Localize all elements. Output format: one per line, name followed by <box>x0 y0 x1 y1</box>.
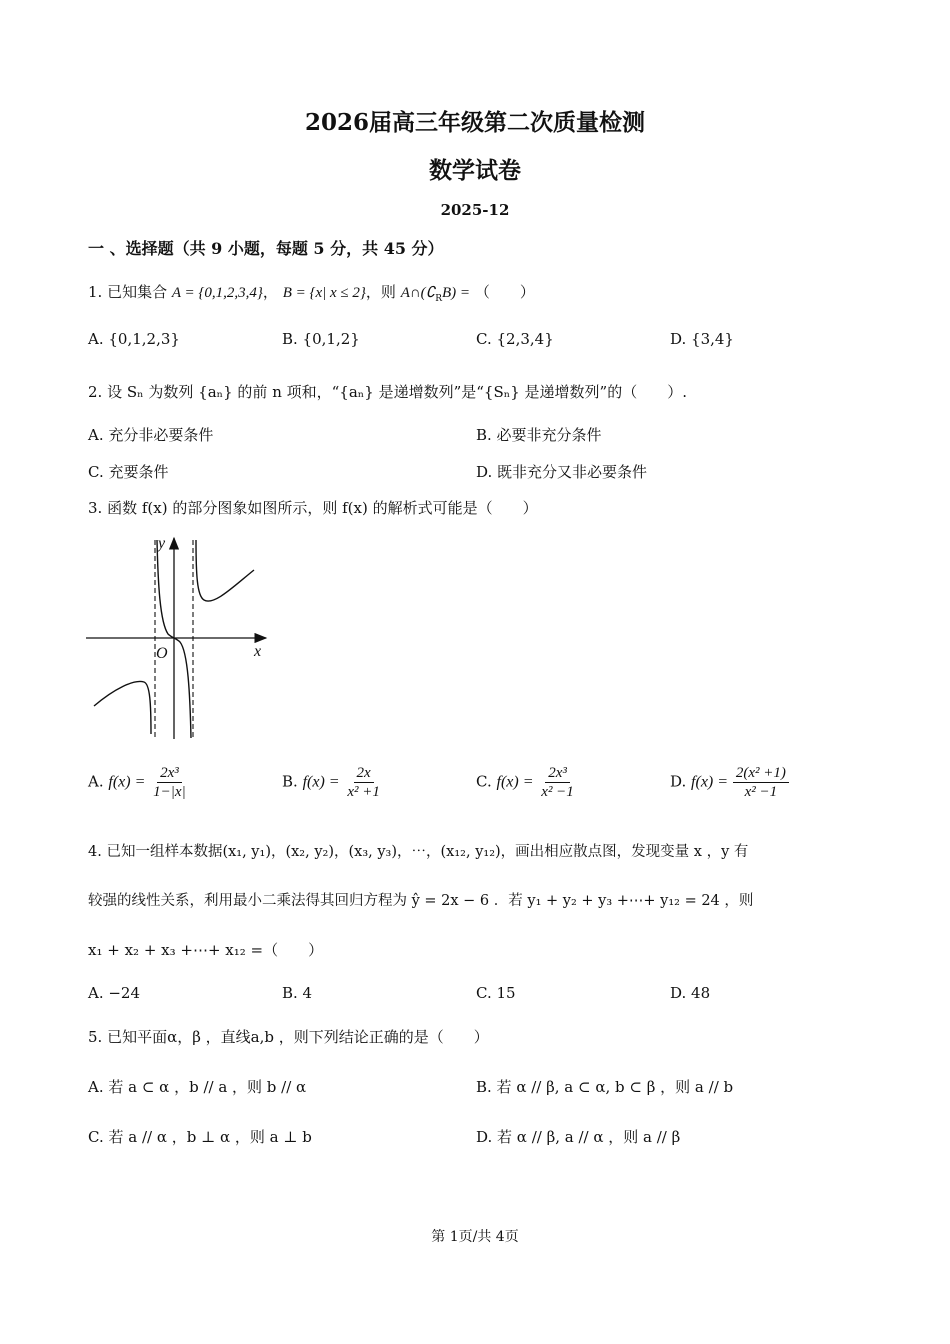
q4-line-3: x₁ + x₂ + x₃ +⋯+ x₁₂ =（ ） <box>88 941 324 959</box>
exam-date: 2025-12 <box>440 201 510 219</box>
q5-option-d: D. 若 α // β, a // α ，则 a // β <box>476 1128 681 1146</box>
q3-stem: 3. 函数 f(x) 的部分图象如图所示，则 f(x) 的解析式可能是（ ） <box>88 499 538 517</box>
q3-option-d-num: 2(x² +1) <box>733 764 789 783</box>
q3-option-a <box>88 764 189 801</box>
q5-option-c: C. 若 a // α ，b ⊥ α ，则 a ⊥ b <box>88 1128 312 1146</box>
q3-option-b-letter: B. <box>282 772 298 791</box>
right-branch <box>196 540 254 601</box>
q3-option-c-num: 2x³ <box>545 764 570 783</box>
x-axis-label: x <box>254 643 262 660</box>
q1-option-a: A. {0,1,2,3} <box>88 330 180 348</box>
q4-line-2: 较强的线性关系，利用最小二乘法得其回归方程为 ŷ = 2x − 6 ．若 y₁ + y₂ + y₃ +⋯+ y₁₂ = 24 ，则 <box>88 893 754 909</box>
q3-option-a-den: 1−|x| <box>153 784 186 800</box>
q4-option-a: A. −24 <box>88 984 141 1002</box>
q2-option-d: D. 既非充分又非必要条件 <box>476 463 648 481</box>
q3-option-d-letter: D. <box>670 772 687 791</box>
q1-option-d: D. {3,4} <box>670 330 734 348</box>
q1-then: ，则 <box>365 283 396 301</box>
page-footer: 第 1页/共 4页 <box>431 1229 519 1245</box>
exam-subtitle: 数学试卷 <box>429 157 521 184</box>
left-branch <box>94 681 151 734</box>
q5-option-a: A. 若 a ⊂ α ，b // a ，则 b // α <box>88 1078 307 1096</box>
q2-stem: 2. 设 Sₙ 为数列 {aₙ} 的前 n 项和，“{aₙ} 是递增数列”是“{Sₙ} 是递增数列”的（ ）. <box>88 383 687 401</box>
q3-option-b <box>282 764 383 801</box>
exam-title: 2026届高三年级第二次质量检测 <box>304 109 645 136</box>
q3-option-a-fraction <box>150 764 189 801</box>
section-heading: 一 、选择题（共 9 小题，每题 5 分，共 45 分） <box>88 239 444 258</box>
q3-option-a-num: 2x³ <box>157 764 182 783</box>
q1-comma: ， <box>262 283 278 301</box>
q5-option-b: B. 若 α // β, a ⊂ α, b ⊂ β ，则 a // b <box>476 1078 734 1096</box>
q3-option-d-fraction <box>733 764 789 801</box>
q3-option-c-fraction <box>538 764 577 801</box>
q2-option-a: A. 充分非必要条件 <box>88 426 214 444</box>
q3-option-c-letter: C. <box>476 772 492 791</box>
q3-option-b-fraction <box>344 764 383 801</box>
q1-paren: （ ） <box>474 283 535 301</box>
q3-option-a-letter: A. <box>88 772 104 791</box>
q3-option-d-lhs: f(x) = <box>691 773 729 791</box>
q4-option-b: B. 4 <box>282 984 313 1002</box>
function-graph <box>84 534 274 744</box>
q2-option-c: C. 充要条件 <box>88 463 169 481</box>
q1-option-b: B. {0,1,2} <box>282 330 360 348</box>
q1-stem-text: 1. 已知集合 <box>88 283 168 301</box>
origin-label: O <box>156 645 168 662</box>
q5-stem: 5. 已知平面α，β ，直线a,b ，则下列结论正确的是（ ） <box>88 1028 489 1046</box>
q3-option-b-lhs: f(x) = <box>302 773 340 791</box>
q3-option-c-den: x² −1 <box>541 784 574 800</box>
q3-option-d <box>670 764 789 801</box>
q4-option-c: C. 15 <box>476 984 516 1002</box>
q1-stem <box>88 281 535 304</box>
q3-option-d-den: x² −1 <box>744 784 778 800</box>
q3-option-c-lhs: f(x) = <box>496 773 534 791</box>
q1-expr-tail: B) = <box>442 285 471 301</box>
q4-line-1: 4. 已知一组样本数据(x₁, y₁)，(x₂, y₂)，(x₃, y₃)，⋯，(x₁₂, y₁₂)，画出相应散点图，发现变量 x ，y 有 <box>88 844 749 860</box>
q1-expr: A∩(∁ <box>400 285 436 301</box>
q3-option-b-den: x² +1 <box>347 784 380 800</box>
q2-option-b: B. 必要非充分条件 <box>476 426 602 444</box>
q1-option-c: C. {2,3,4} <box>476 330 554 348</box>
q3-option-c <box>476 764 577 801</box>
q3-option-b-num: 2x <box>354 764 374 783</box>
q4-option-d: D. 48 <box>670 984 711 1002</box>
q1-set-b: B = {x| x ≤ 2} <box>282 285 366 301</box>
y-axis-label: y <box>158 535 166 552</box>
q3-option-a-lhs: f(x) = <box>108 773 146 791</box>
q1-set-a: A = {0,1,2,3,4} <box>171 285 263 301</box>
q1-expr-sub: R <box>435 294 443 304</box>
